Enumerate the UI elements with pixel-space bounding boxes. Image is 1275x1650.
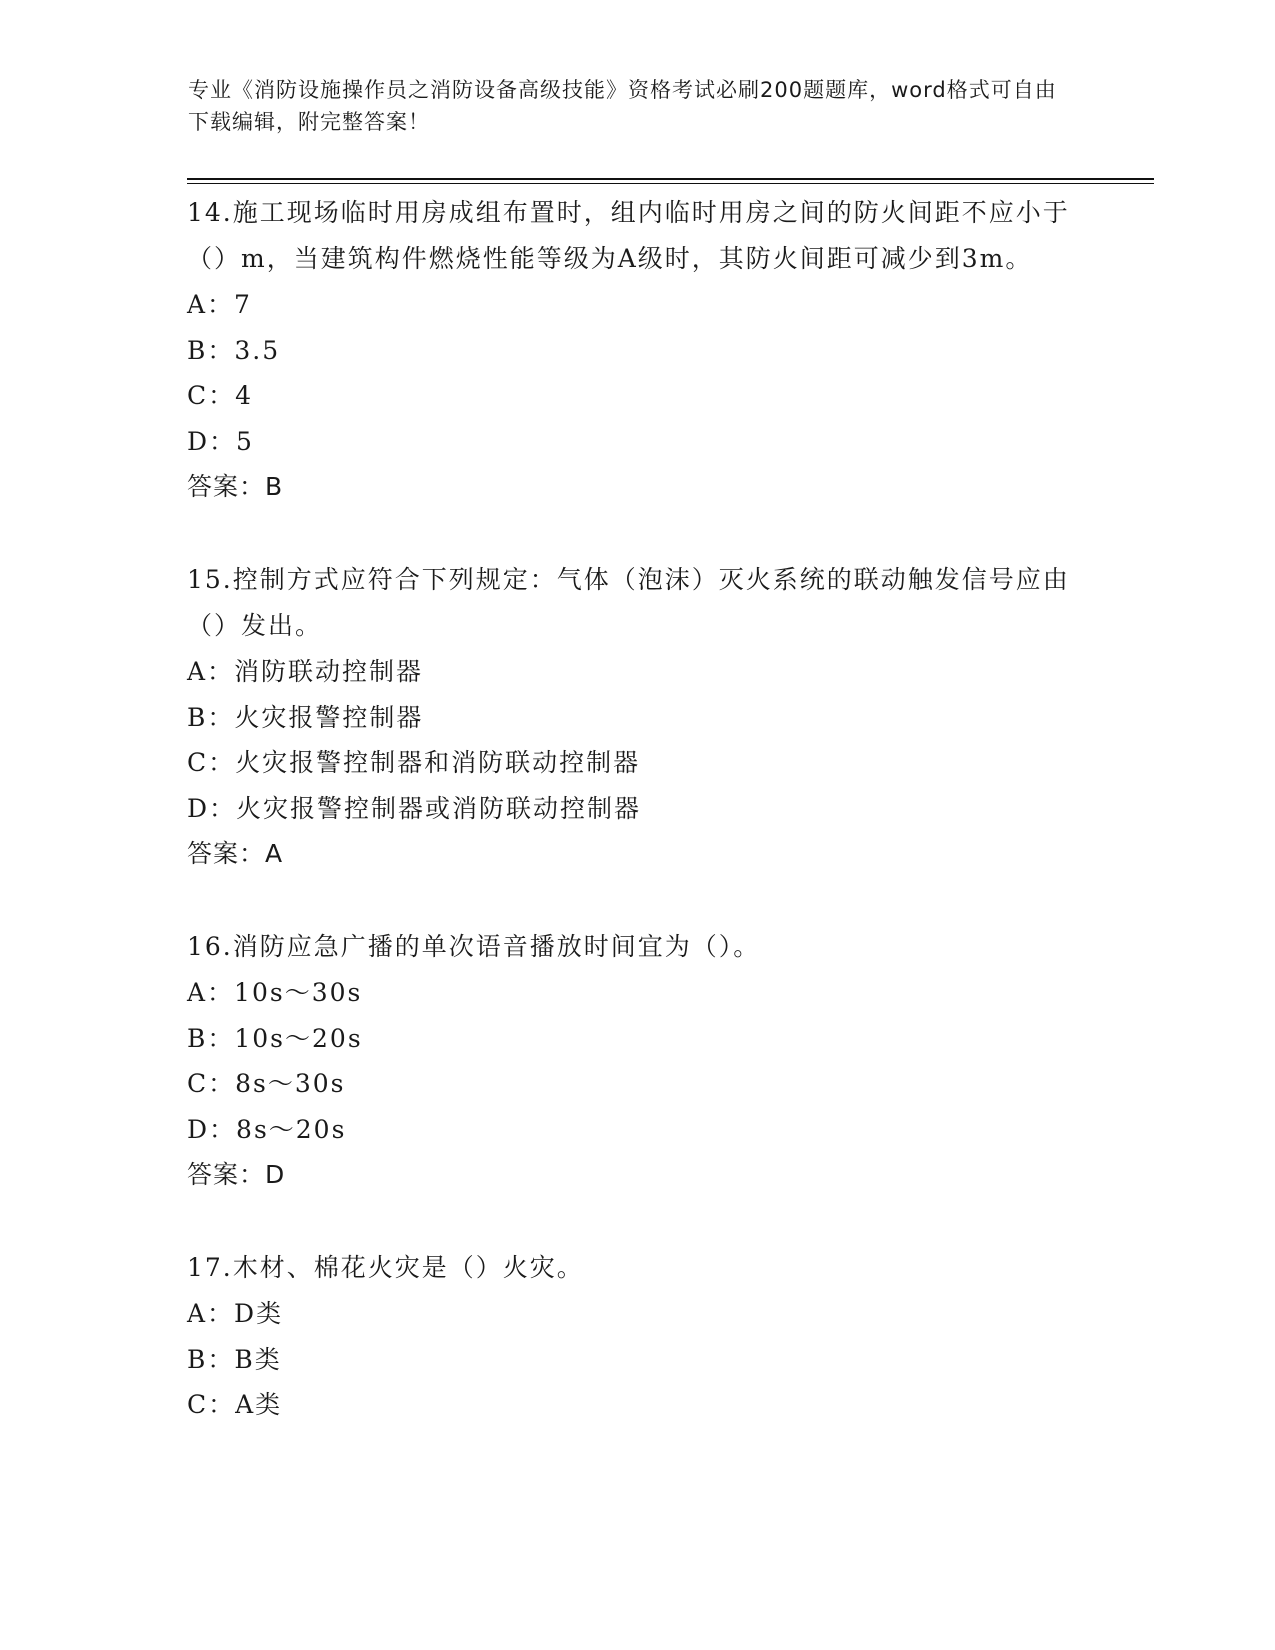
option-b: B：10s～20s (187, 1023, 363, 1053)
question-15 (187, 555, 1087, 877)
header-intro-text: 专业《消防设施操作员之消防设备高级技能》资格考试必刷200题题库，word格式可自由下载编辑，附完整答案！ (188, 78, 1057, 134)
option-a: A：D类 (187, 1299, 284, 1328)
option-c: C：8s～30s (187, 1069, 346, 1098)
answer-line: 答案：B (187, 472, 284, 501)
option-d: D：5 (187, 426, 254, 456)
question-stem: 17.木材、棉花火灾是（）火灾。 (187, 1253, 584, 1282)
option-c: C：A类 (187, 1390, 283, 1419)
question-stem: 15.控制方式应符合下列规定：气体（泡沫）灭火系统的联动触发信号应由（）发出。 (187, 565, 1070, 640)
question-spacer (187, 877, 1087, 922)
option-a: A：10s～30s (187, 978, 363, 1007)
question-list (187, 188, 1087, 1428)
document-header (188, 74, 1068, 138)
option-b: B：火灾报警控制器 (187, 702, 424, 732)
header-divider-thin (187, 183, 1154, 184)
question-stem: 14.施工现场临时用房成组布置时，组内临时用房之间的防火间距不应小于（）m，当建筑构件燃烧性能等级为A级时，其防火间距可减少到3m。 (187, 198, 1070, 273)
option-b: B：B类 (187, 1344, 282, 1374)
question-stem: 16.消防应急广播的单次语音播放时间宜为（）。 (187, 932, 761, 961)
option-c: C：4 (187, 381, 254, 410)
option-a: A：7 (187, 290, 252, 319)
option-a: A：消防联动控制器 (187, 657, 424, 686)
option-d: D：火灾报警控制器或消防联动控制器 (187, 793, 642, 823)
option-c: C：火灾报警控制器和消防联动控制器 (187, 748, 641, 777)
header-divider-thick (187, 178, 1154, 180)
question-spacer (187, 510, 1087, 555)
answer-line: 答案：D (187, 1160, 286, 1189)
option-d: D：8s～20s (187, 1114, 347, 1144)
question-17 (187, 1243, 1087, 1428)
answer-line: 答案：A (187, 839, 284, 868)
question-spacer (187, 1198, 1087, 1243)
question-16 (187, 922, 1087, 1198)
question-14 (187, 188, 1087, 510)
option-b: B：3.5 (187, 335, 281, 365)
